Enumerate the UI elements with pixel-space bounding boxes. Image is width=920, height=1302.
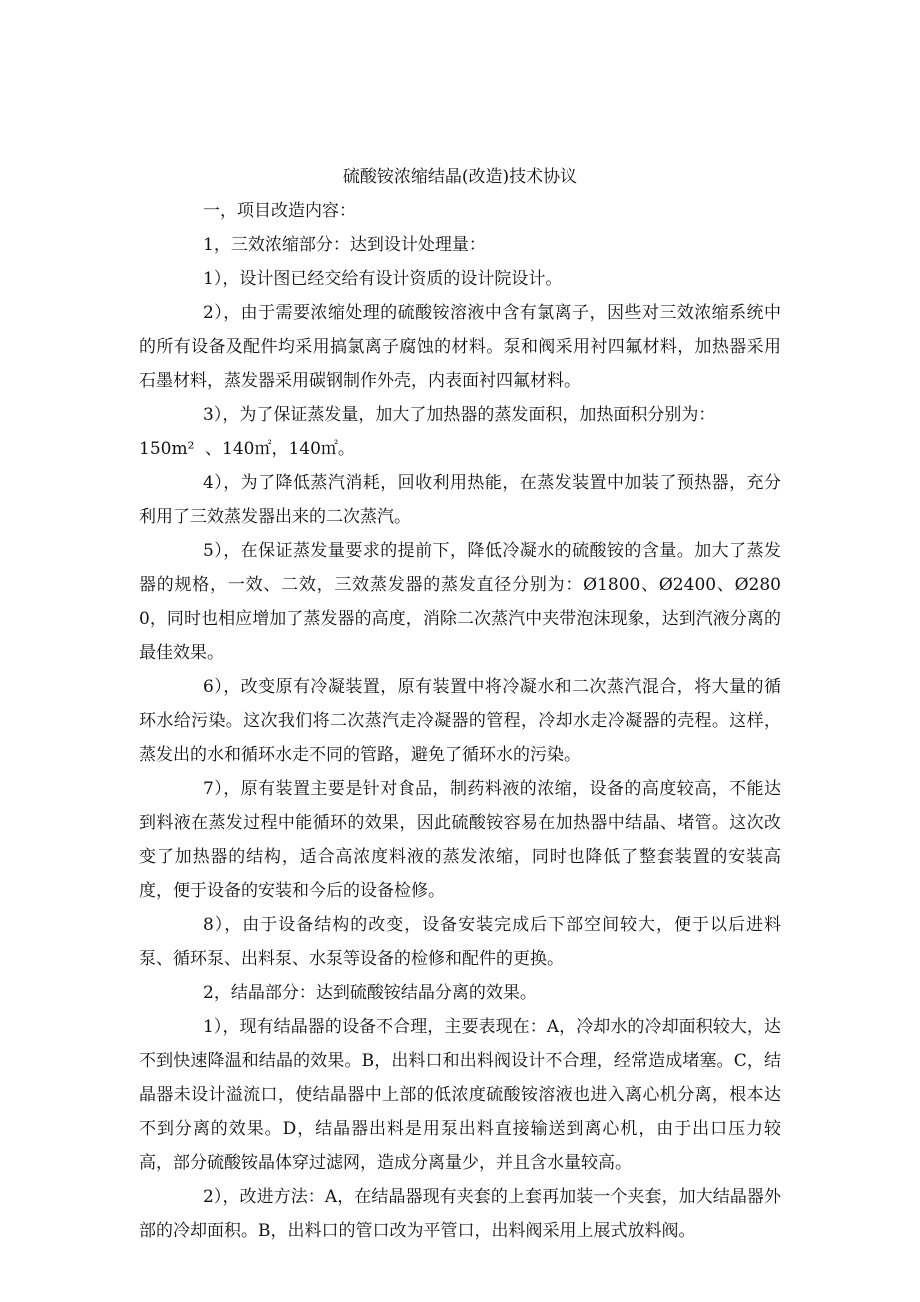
paragraph-item-1: 1），设计图已经交给有设计资质的设计院设计。 (203, 269, 563, 289)
heating-area-rest: 、140㎡，140㎡。 (205, 439, 355, 459)
subsection-heading-evaporation: 1，三效浓缩部分：达到设计处理量： (203, 235, 486, 255)
document-body (139, 160, 781, 1248)
paragraph-item-3: 3），为了保证蒸发量，加大了加热器的蒸发面积，加热面积分别为： (203, 405, 716, 425)
subsection-heading-crystallization: 2，结晶部分：达到硫酸铵结晶分离的效果。 (203, 983, 537, 1003)
paragraph-item-8: 8），由于设备结构的改变，设备安装完成后下部空间较大，便于以后进料泵、循环泵、出料泵、水泵等设备的检修和配件的更换。 (139, 915, 781, 969)
paragraph-item-6: 6），改变原有冷凝装置，原有装置中将冷凝水和二次蒸汽混合，将大量的循环水给污染。这次我们将二次蒸汽走冷凝器的管程，冷却水走冷凝器的壳程。这样，蒸发出的水和循环水走不同的管路，避免了循环水的污染。 (139, 677, 781, 765)
document-title: 硫酸铵浓缩结晶(改造)技术协议 (342, 167, 578, 187)
paragraph-item-7: 7），原有装置主要是针对食品，制药料液的浓缩，设备的高度较高，不能达到料液在蒸发过程中能循环的效果，因此硫酸铵容易在加热器中结晶、堵管。这次改变了加热器的结构，适合高浓度料液的蒸发浓缩，同时也降低了整套装置的安装高度，便于设备的安装和今后的设备检修。 (139, 779, 781, 901)
paragraph-item-5: 5），在保证蒸发量要求的提前下，降低冷凝水的硫酸铵的含量。加大了蒸发器的规格，一效、二效，三效蒸发器的蒸发直径分别为：Ø1800、Ø2400、Ø2800，同时也相应增加了蒸发器的高度，消除二次蒸汽中夹带泡沫现象，达到汽液分离的最佳效果。 (139, 541, 781, 663)
section-heading-project: 一，项目改造内容： (203, 201, 356, 221)
crystallization-item-1: 1），现有结晶器的设备不合理，主要表现在：A，冷却水的冷却面积较大，达不到快速降温和结晶的效果。B，出料口和出料阀设计不合理，经常造成堵塞。C，结晶器未设计溢流口，使结晶器中上部的低浓度硫酸铵溶液也进入离心机分离，根本达不到分离的效果。D，结晶器出料是用泵出料直接输送到离心机，由于出口压力较高，部分硫酸铵晶体穿过滤网，造成分离量少，并且含水量较高。 (139, 1017, 781, 1173)
heating-area-values (139, 432, 781, 466)
crystallization-item-2: 2），改进方法：A，在结晶器现有夹套的上套再加装一个夹套，加大结晶器外部的冷却面积。B，出料口的管口改为平管口，出料阀采用上展式放料阀。 (139, 1187, 781, 1241)
paragraph-item-4: 4），为了降低蒸汽消耗，回收利用热能，在蒸发装置中加装了预热器，充分利用了三效蒸发器出来的二次蒸汽。 (139, 473, 781, 527)
heating-area-first: 150m² (139, 439, 195, 459)
paragraph-item-2: 2），由于需要浓缩处理的硫酸铵溶液中含有氯离子，因些对三效浓缩系统中的所有设备及配件均采用搞氯离子腐蚀的材料。泵和阀采用衬四氟材料，加热器采用石墨材料，蒸发器采用碳钢制作外壳，内表面衬四氟材料。 (139, 303, 781, 391)
